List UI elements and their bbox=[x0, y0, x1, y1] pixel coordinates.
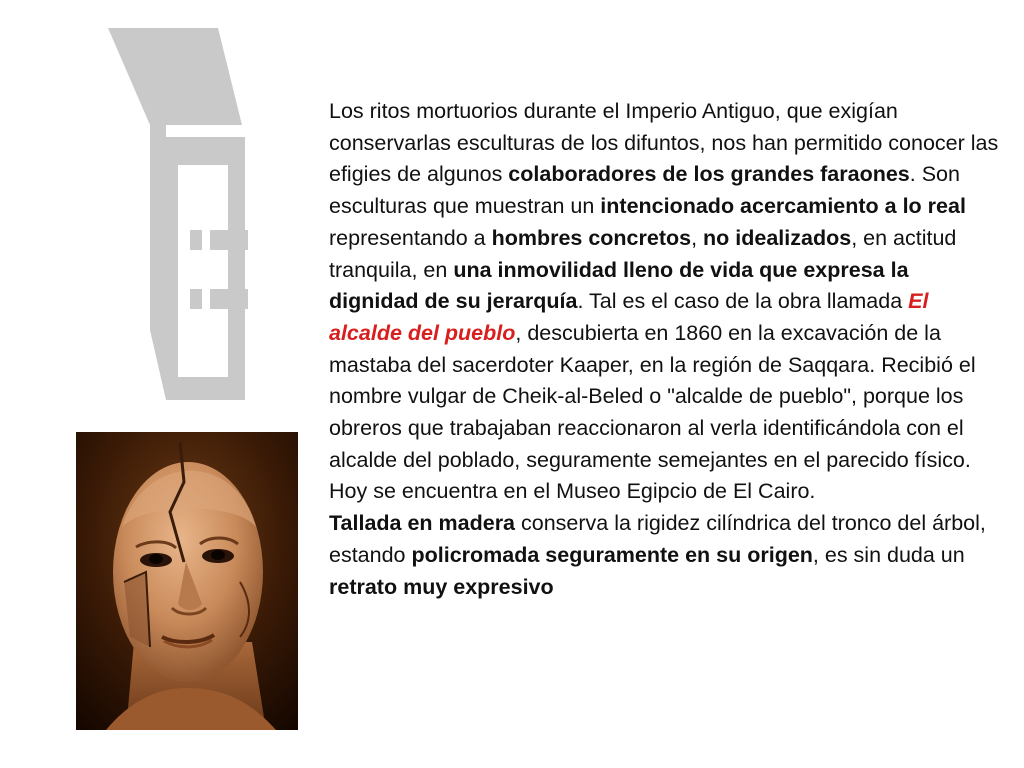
bold-segment: Tallada en madera bbox=[329, 511, 516, 536]
bold-segment: no idealizados bbox=[703, 225, 852, 250]
text-segment: representando a bbox=[329, 225, 492, 250]
bold-segment: hombres concretos bbox=[491, 225, 692, 250]
text-segment: , es sin duda un bbox=[812, 542, 965, 567]
bold-segment: policromada seguramente en su origen bbox=[411, 542, 813, 567]
bold-segment: una inmovilidad lleno de vida que expresa la dignidad de su jerarquía bbox=[329, 257, 909, 314]
paragraph-description bbox=[329, 508, 1004, 603]
text-segment: conserva la rigidez cilíndrica del tronco del árbol, estando bbox=[329, 511, 986, 567]
text-segment: . Son esculturas que muestran un bbox=[329, 162, 960, 219]
text-segment: , en actitud tranquila, en bbox=[329, 225, 957, 282]
bold-segment: retrato muy expresivo bbox=[329, 574, 554, 599]
text-segment: Los ritos mortuorios durante el Imperio Antiguo, que exigían conservarlas esculturas de los difuntos, nos han permitido conocer las efigies de algunos bbox=[329, 99, 999, 187]
bold-segment: intencionado acercamiento a lo real bbox=[600, 194, 966, 219]
portrait-image bbox=[76, 432, 298, 730]
bold-segment: colaboradores de los grandes faraones bbox=[508, 162, 910, 187]
text-segment: , descubierta en 1860 en la excavación de la mastaba del sacerdoter Kaaper, en la región de Saqqara. Recibió el nombre vulgar de Cheik-al-Beled o "alcalde de pueblo", porque los obreros que trabajaban reaccionaron al verla identificándola con el alcalde del poblado, seguramente semejantes en el parecido físico. Hoy se encuentra en el Museo Egipcio de El Cairo. bbox=[329, 320, 976, 504]
text-segment: . Tal es el caso de la obra llamada bbox=[577, 289, 909, 314]
description-text bbox=[329, 96, 1004, 603]
document-list-icon bbox=[100, 25, 275, 400]
paragraph-history bbox=[329, 96, 1004, 508]
artwork-title: El alcalde del pueblo bbox=[329, 289, 929, 345]
text-segment: , bbox=[691, 225, 704, 250]
